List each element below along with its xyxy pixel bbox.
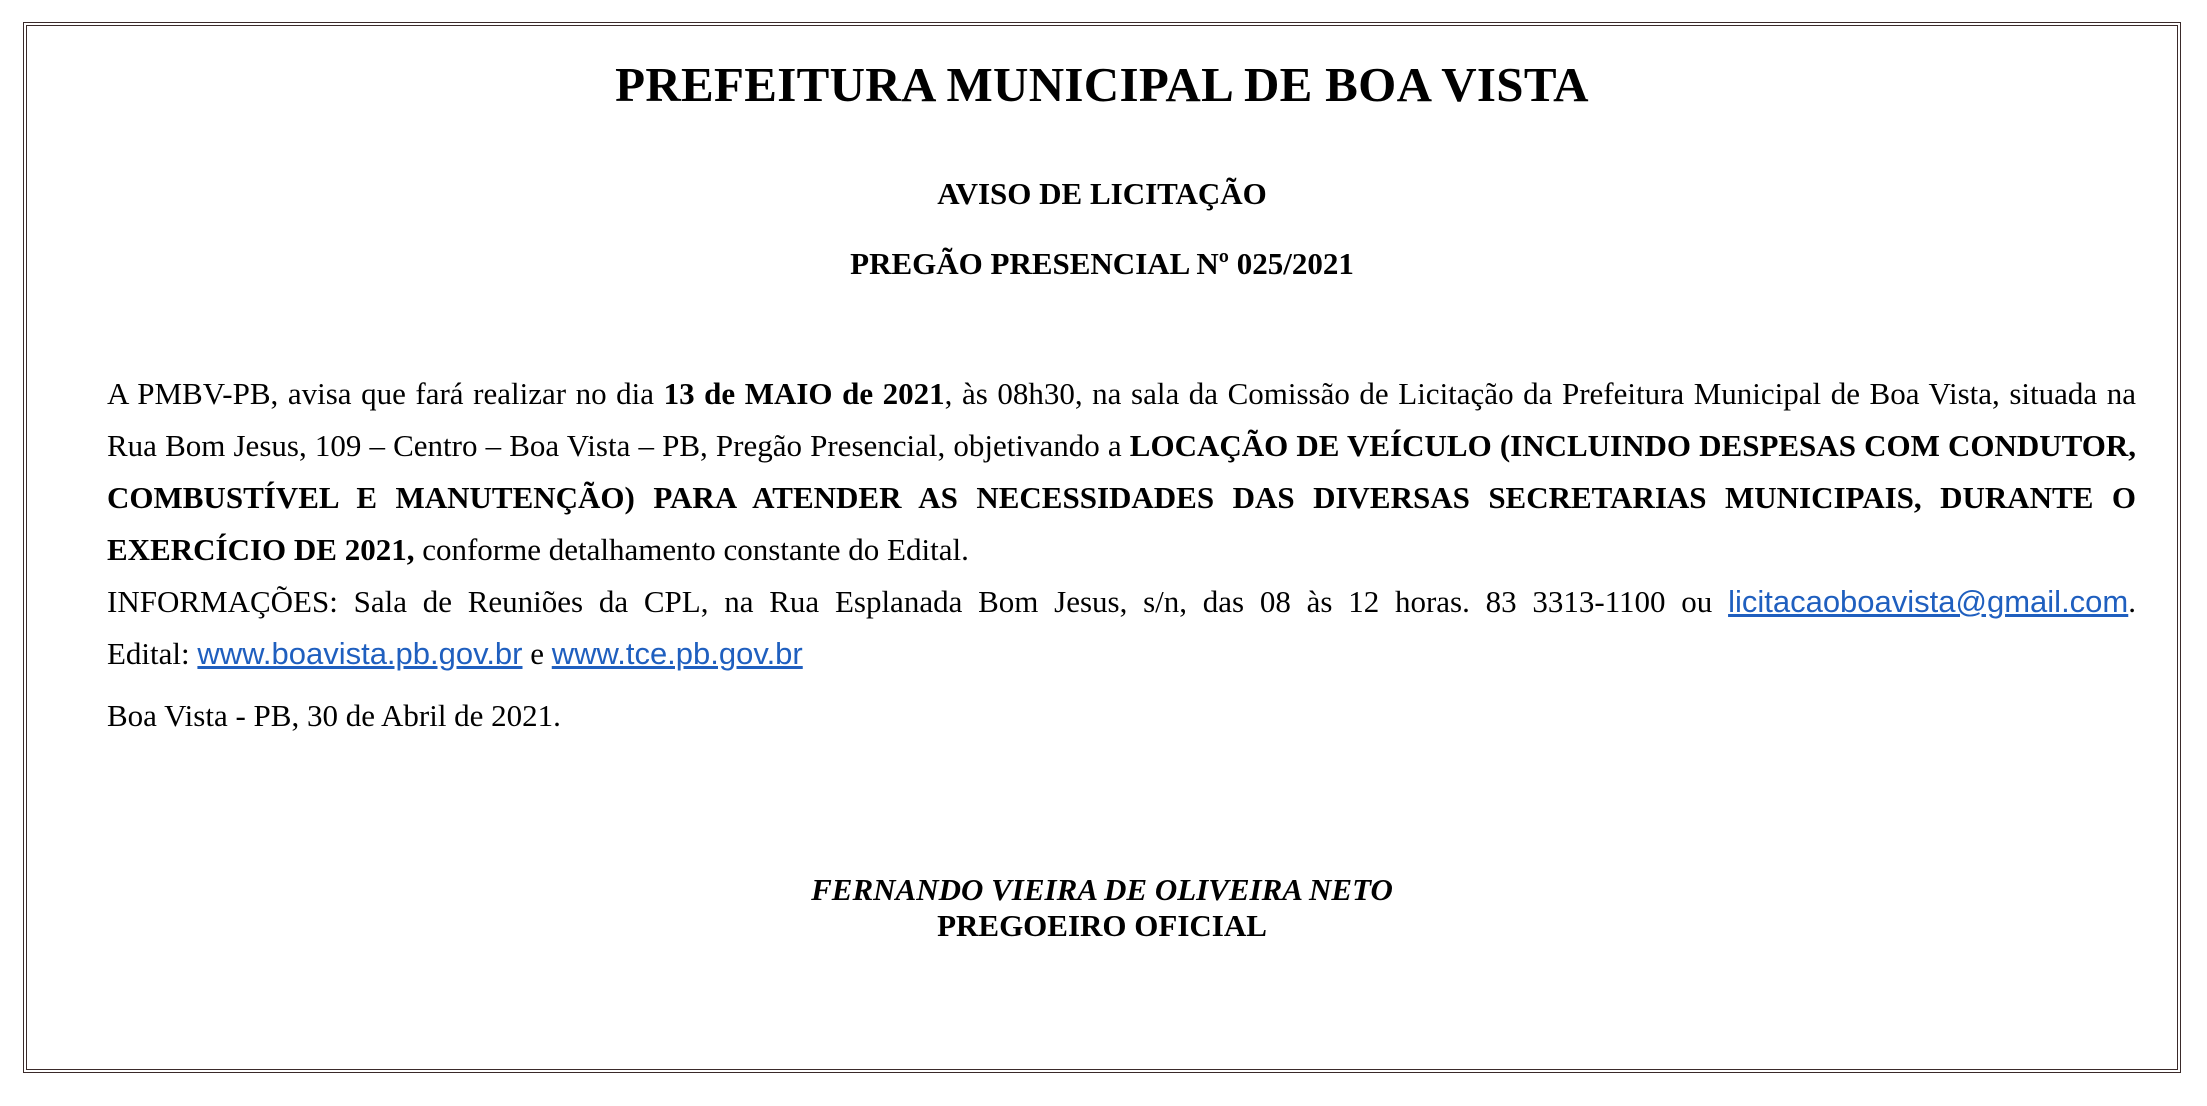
edital-row — [107, 628, 2136, 680]
notice-paragraph — [107, 368, 2136, 576]
signature-block — [27, 872, 2177, 944]
paragraph-location: , às 08h30, na sala da Comissão de Licitação da Prefeitura Municipal de Boa Vista, situada na Rua Bom Jesus, 109 – Centro – Boa Vista – PB, Pregão Presencial, objetivando a — [107, 376, 2136, 463]
boavista-link[interactable]: www.boavista.pb.gov.br — [197, 636, 523, 671]
page-title: PREFEITURA MUNICIPAL DE BOA VISTA — [615, 57, 1589, 112]
edital-label: Edital: — [107, 636, 198, 671]
document-border — [23, 22, 2181, 1073]
signatory-role: PREGOEIRO OFICIAL — [937, 908, 1267, 943]
session-date: 13 de MAIO de 2021 — [663, 376, 945, 411]
contact-info — [107, 576, 2136, 680]
email-suffix: . — [2128, 584, 2136, 619]
info-row — [107, 576, 2136, 628]
email-link[interactable]: licitacaoboavista@gmail.com — [1728, 584, 2129, 619]
tce-link[interactable]: www.tce.pb.gov.br — [551, 636, 803, 671]
notice-type: AVISO DE LICITAÇÃO — [937, 176, 1267, 211]
process-number: PREGÃO PRESENCIAL Nº 025/2021 — [850, 246, 1354, 281]
procurement-object: LOCAÇÃO DE VEÍCULO (INCLUINDO DESPESAS COM CONDUTOR, COMBUSTÍVEL E MANUTENÇÃO) PARA ATENDER AS NECESSIDADES DAS DIVERSAS SECRETARIAS MUNICIPAIS, DURANTE O EXERCÍCIO DE 2021, — [107, 428, 2136, 567]
paragraph-closing: conforme detalhamento constante do Edital. — [414, 532, 969, 567]
paragraph-intro: A PMBV-PB, avisa que fará realizar no dia — [107, 376, 664, 411]
info-text: INFORMAÇÕES: Sala de Reuniões da CPL, na Rua Esplanada Bom Jesus, s/n, das 08 às 12 horas. 83 3313-1100 ou — [107, 584, 1729, 619]
place-date: Boa Vista - PB, 30 de Abril de 2021. — [107, 698, 561, 733]
link-connector: e — [522, 636, 552, 671]
signatory-name: FERNANDO VIEIRA DE OLIVEIRA NETO — [811, 872, 1393, 907]
